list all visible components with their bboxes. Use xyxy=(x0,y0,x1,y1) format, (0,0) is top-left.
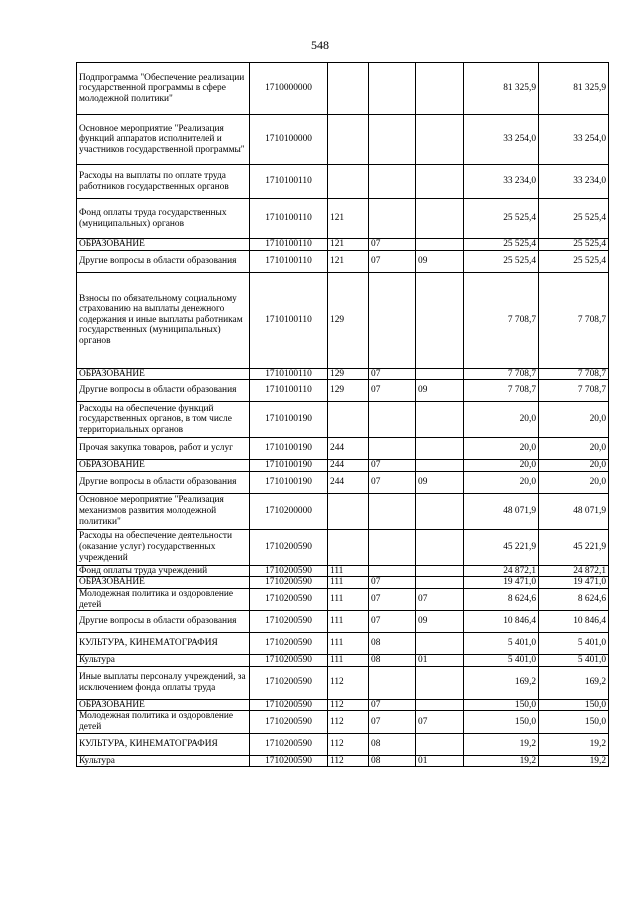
row-section-code xyxy=(369,165,416,199)
table-row xyxy=(77,733,609,755)
row-amount-1: 19 471,0 xyxy=(464,577,539,589)
row-expense-type-code xyxy=(328,529,369,565)
row-subsection-code xyxy=(416,63,464,115)
row-name: Подпрограмма "Обеспечение реализации государственной программы в сфере молодежной политики" xyxy=(77,63,250,115)
row-section-code: 07 xyxy=(369,471,416,493)
row-target-article-code: 1710200590 xyxy=(250,577,328,589)
row-amount-1: 81 325,9 xyxy=(464,63,539,115)
row-target-article-code: 1710100110 xyxy=(250,380,328,402)
row-expense-type-code: 111 xyxy=(328,655,369,667)
row-section-code: 08 xyxy=(369,755,416,767)
row-name: Молодежная политика и оздоровление детей xyxy=(77,711,250,733)
row-section-code xyxy=(369,402,416,438)
row-subsection-code xyxy=(416,633,464,655)
row-expense-type-code: 129 xyxy=(328,272,369,368)
row-expense-type-code: 129 xyxy=(328,380,369,402)
row-expense-type-code: 111 xyxy=(328,577,369,589)
row-name: Расходы на обеспечение деятельности (оказание услуг) государственных учреждений xyxy=(77,529,250,565)
table-row xyxy=(77,272,609,368)
row-name: Основное мероприятие "Реализация функций аппаратов исполнителей и участников государственной программы" xyxy=(77,115,250,165)
row-target-article-code: 1710100190 xyxy=(250,471,328,493)
table-row xyxy=(77,199,609,239)
row-amount-2: 150,0 xyxy=(539,711,609,733)
table-row xyxy=(77,438,609,460)
row-subsection-code xyxy=(416,699,464,711)
row-section-code xyxy=(369,493,416,529)
row-target-article-code: 1710200590 xyxy=(250,733,328,755)
row-amount-1: 19,2 xyxy=(464,755,539,767)
row-expense-type-code: 111 xyxy=(328,588,369,610)
row-name: Прочая закупка товаров, работ и услуг xyxy=(77,438,250,460)
row-amount-2: 25 525,4 xyxy=(539,199,609,239)
row-target-article-code: 1710200590 xyxy=(250,755,328,767)
row-expense-type-code: 121 xyxy=(328,199,369,239)
row-section-code xyxy=(369,199,416,239)
row-amount-2: 45 221,9 xyxy=(539,529,609,565)
row-amount-1: 7 708,7 xyxy=(464,368,539,380)
row-expense-type-code: 129 xyxy=(328,368,369,380)
row-target-article-code: 1710200590 xyxy=(250,633,328,655)
page-number: 548 xyxy=(311,38,329,52)
row-name: Другие вопросы в области образования xyxy=(77,250,250,272)
row-amount-1: 24 872,1 xyxy=(464,565,539,577)
row-target-article-code: 1710100110 xyxy=(250,368,328,380)
row-amount-1: 19,2 xyxy=(464,733,539,755)
table-row xyxy=(77,380,609,402)
row-target-article-code: 1710100190 xyxy=(250,438,328,460)
row-name: ОБРАЗОВАНИЕ xyxy=(77,239,250,251)
row-section-code: 07 xyxy=(369,380,416,402)
row-subsection-code xyxy=(416,460,464,472)
row-subsection-code xyxy=(416,165,464,199)
table-row xyxy=(77,655,609,667)
row-amount-2: 25 525,4 xyxy=(539,239,609,251)
row-section-code xyxy=(369,666,416,699)
row-target-article-code: 1710100110 xyxy=(250,272,328,368)
row-expense-type-code: 121 xyxy=(328,239,369,251)
row-name: Другие вопросы в области образования xyxy=(77,471,250,493)
row-target-article-code: 1710200590 xyxy=(250,699,328,711)
table-row xyxy=(77,711,609,733)
row-subsection-code xyxy=(416,565,464,577)
row-amount-1: 7 708,7 xyxy=(464,380,539,402)
row-section-code xyxy=(369,272,416,368)
row-amount-2: 7 708,7 xyxy=(539,272,609,368)
row-subsection-code xyxy=(416,115,464,165)
row-expense-type-code xyxy=(328,63,369,115)
row-subsection-code: 01 xyxy=(416,755,464,767)
row-name: Культура xyxy=(77,755,250,767)
row-amount-2: 10 846,4 xyxy=(539,611,609,633)
row-name: Расходы на обеспечение функций государственных органов, в том числе территориальных органов xyxy=(77,402,250,438)
row-amount-2: 7 708,7 xyxy=(539,368,609,380)
row-amount-2: 33 234,0 xyxy=(539,165,609,199)
row-amount-1: 20,0 xyxy=(464,471,539,493)
row-name: Фонд оплаты труда учреждений xyxy=(77,565,250,577)
row-amount-2: 150,0 xyxy=(539,699,609,711)
row-amount-1: 10 846,4 xyxy=(464,611,539,633)
row-section-code xyxy=(369,565,416,577)
row-name: Фонд оплаты труда государственных (муниципальных) органов xyxy=(77,199,250,239)
row-target-article-code: 1710200590 xyxy=(250,611,328,633)
row-expense-type-code: 244 xyxy=(328,471,369,493)
row-subsection-code: 09 xyxy=(416,471,464,493)
row-amount-2: 8 624,6 xyxy=(539,588,609,610)
row-target-article-code: 1710200590 xyxy=(250,666,328,699)
row-subsection-code: 07 xyxy=(416,711,464,733)
row-section-code xyxy=(369,115,416,165)
table-row xyxy=(77,611,609,633)
table-row xyxy=(77,588,609,610)
budget-table xyxy=(76,62,609,767)
row-name: Культура xyxy=(77,655,250,667)
row-expense-type-code xyxy=(328,493,369,529)
row-name: КУЛЬТУРА, КИНЕМАТОГРАФИЯ xyxy=(77,733,250,755)
row-amount-1: 150,0 xyxy=(464,711,539,733)
row-amount-1: 20,0 xyxy=(464,402,539,438)
table-row xyxy=(77,577,609,589)
row-amount-2: 25 525,4 xyxy=(539,250,609,272)
row-amount-2: 19,2 xyxy=(539,733,609,755)
row-target-article-code: 1710100190 xyxy=(250,460,328,472)
row-amount-2: 5 401,0 xyxy=(539,655,609,667)
row-subsection-code xyxy=(416,493,464,529)
row-name: КУЛЬТУРА, КИНЕМАТОГРАФИЯ xyxy=(77,633,250,655)
row-amount-2: 48 071,9 xyxy=(539,493,609,529)
row-target-article-code: 1710000000 xyxy=(250,63,328,115)
row-section-code: 07 xyxy=(369,699,416,711)
row-amount-2: 20,0 xyxy=(539,471,609,493)
row-expense-type-code: 111 xyxy=(328,565,369,577)
row-target-article-code: 1710200590 xyxy=(250,655,328,667)
row-section-code: 07 xyxy=(369,368,416,380)
row-expense-type-code: 112 xyxy=(328,699,369,711)
row-amount-1: 25 525,4 xyxy=(464,239,539,251)
row-subsection-code xyxy=(416,733,464,755)
row-amount-1: 33 234,0 xyxy=(464,165,539,199)
row-subsection-code: 09 xyxy=(416,250,464,272)
row-amount-2: 81 325,9 xyxy=(539,63,609,115)
row-subsection-code: 01 xyxy=(416,655,464,667)
table-row xyxy=(77,368,609,380)
row-amount-2: 20,0 xyxy=(539,402,609,438)
row-target-article-code: 1710100190 xyxy=(250,402,328,438)
row-amount-2: 169,2 xyxy=(539,666,609,699)
budget-table-body xyxy=(77,63,609,767)
table-row xyxy=(77,471,609,493)
row-target-article-code: 1710100110 xyxy=(250,250,328,272)
table-row xyxy=(77,755,609,767)
row-expense-type-code xyxy=(328,165,369,199)
row-amount-1: 8 624,6 xyxy=(464,588,539,610)
row-target-article-code: 1710100110 xyxy=(250,199,328,239)
table-row xyxy=(77,633,609,655)
row-amount-1: 169,2 xyxy=(464,666,539,699)
row-target-article-code: 1710200590 xyxy=(250,588,328,610)
row-amount-2: 19,2 xyxy=(539,755,609,767)
row-subsection-code xyxy=(416,199,464,239)
row-expense-type-code xyxy=(328,402,369,438)
row-amount-2: 20,0 xyxy=(539,438,609,460)
row-name: Другие вопросы в области образования xyxy=(77,611,250,633)
table-row xyxy=(77,165,609,199)
row-amount-1: 20,0 xyxy=(464,460,539,472)
row-amount-2: 19 471,0 xyxy=(539,577,609,589)
row-subsection-code: 07 xyxy=(416,588,464,610)
row-expense-type-code: 112 xyxy=(328,711,369,733)
row-expense-type-code: 111 xyxy=(328,611,369,633)
row-target-article-code: 1710100000 xyxy=(250,115,328,165)
row-section-code: 07 xyxy=(369,588,416,610)
row-expense-type-code: 244 xyxy=(328,438,369,460)
row-subsection-code xyxy=(416,368,464,380)
row-expense-type-code: 111 xyxy=(328,633,369,655)
row-section-code xyxy=(369,529,416,565)
row-section-code: 07 xyxy=(369,611,416,633)
table-row xyxy=(77,565,609,577)
row-amount-1: 20,0 xyxy=(464,438,539,460)
row-target-article-code: 1710200590 xyxy=(250,711,328,733)
row-amount-1: 25 525,4 xyxy=(464,199,539,239)
table-row xyxy=(77,460,609,472)
row-amount-1: 25 525,4 xyxy=(464,250,539,272)
row-amount-1: 5 401,0 xyxy=(464,655,539,667)
row-subsection-code xyxy=(416,239,464,251)
row-amount-2: 20,0 xyxy=(539,460,609,472)
row-amount-1: 7 708,7 xyxy=(464,272,539,368)
row-name: Взносы по обязательному социальному страхованию на выплаты денежного содержания и иные выплаты работникам государственных (муниципальных) органов xyxy=(77,272,250,368)
row-name: ОБРАЗОВАНИЕ xyxy=(77,577,250,589)
row-section-code: 07 xyxy=(369,711,416,733)
row-amount-1: 48 071,9 xyxy=(464,493,539,529)
table-row xyxy=(77,115,609,165)
row-subsection-code xyxy=(416,402,464,438)
row-amount-2: 5 401,0 xyxy=(539,633,609,655)
row-subsection-code: 09 xyxy=(416,611,464,633)
table-row xyxy=(77,402,609,438)
row-name: Другие вопросы в области образования xyxy=(77,380,250,402)
row-name: Иные выплаты персоналу учреждений, за исключением фонда оплаты труда xyxy=(77,666,250,699)
row-amount-2: 7 708,7 xyxy=(539,380,609,402)
table-row xyxy=(77,529,609,565)
row-expense-type-code xyxy=(328,115,369,165)
row-expense-type-code: 112 xyxy=(328,666,369,699)
row-amount-1: 33 254,0 xyxy=(464,115,539,165)
row-subsection-code: 09 xyxy=(416,380,464,402)
row-expense-type-code: 112 xyxy=(328,755,369,767)
row-amount-2: 24 872,1 xyxy=(539,565,609,577)
row-name: ОБРАЗОВАНИЕ xyxy=(77,368,250,380)
row-amount-1: 45 221,9 xyxy=(464,529,539,565)
row-target-article-code: 1710200590 xyxy=(250,565,328,577)
row-subsection-code xyxy=(416,666,464,699)
row-expense-type-code: 112 xyxy=(328,733,369,755)
table-row xyxy=(77,666,609,699)
row-subsection-code xyxy=(416,577,464,589)
row-subsection-code xyxy=(416,529,464,565)
row-section-code: 08 xyxy=(369,633,416,655)
row-name: Молодежная политика и оздоровление детей xyxy=(77,588,250,610)
table-row xyxy=(77,239,609,251)
row-amount-2: 33 254,0 xyxy=(539,115,609,165)
row-expense-type-code: 121 xyxy=(328,250,369,272)
row-amount-1: 150,0 xyxy=(464,699,539,711)
row-name: Расходы на выплаты по оплате труда работников государственных органов xyxy=(77,165,250,199)
row-target-article-code: 1710200590 xyxy=(250,529,328,565)
table-row xyxy=(77,493,609,529)
row-section-code xyxy=(369,438,416,460)
row-name: ОБРАЗОВАНИЕ xyxy=(77,699,250,711)
row-target-article-code: 1710100110 xyxy=(250,165,328,199)
table-row xyxy=(77,699,609,711)
table-row xyxy=(77,250,609,272)
row-target-article-code: 1710200000 xyxy=(250,493,328,529)
row-expense-type-code: 244 xyxy=(328,460,369,472)
row-subsection-code xyxy=(416,438,464,460)
row-section-code: 07 xyxy=(369,577,416,589)
row-section-code: 07 xyxy=(369,460,416,472)
row-section-code: 07 xyxy=(369,239,416,251)
row-name: ОБРАЗОВАНИЕ xyxy=(77,460,250,472)
row-section-code: 07 xyxy=(369,250,416,272)
row-section-code: 08 xyxy=(369,733,416,755)
table-row xyxy=(77,63,609,115)
row-name: Основное мероприятие "Реализация механизмов развития молодежной политики" xyxy=(77,493,250,529)
row-target-article-code: 1710100110 xyxy=(250,239,328,251)
row-section-code: 08 xyxy=(369,655,416,667)
row-section-code xyxy=(369,63,416,115)
row-amount-1: 5 401,0 xyxy=(464,633,539,655)
row-subsection-code xyxy=(416,272,464,368)
